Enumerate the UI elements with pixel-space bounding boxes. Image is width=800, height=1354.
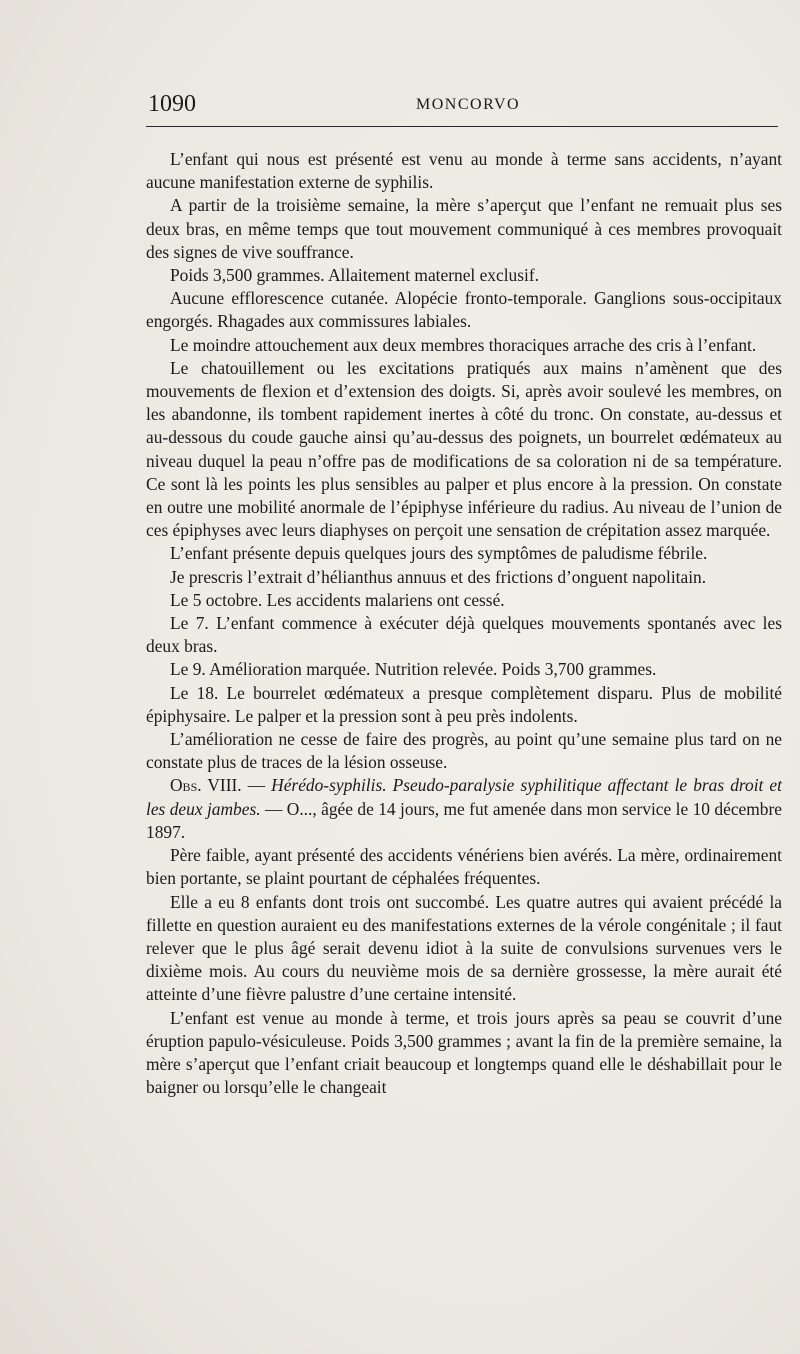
paragraph: L’enfant est venue au monde à terme, et trois jours après sa peau se couvrit d’une éruption papulo-vésiculeuse. Poids 3,500 grammes ; avant la fin de la première semaine, la mère s’aperçut que l’enfant criait beaucoup et longtemps quand elle le déshabillait pour le baigner ou lorsqu’elle le changeait: [146, 1007, 782, 1098]
observation-heading: [146, 774, 782, 844]
running-title: MONCORVO: [416, 96, 521, 113]
paragraph: Le 7. L’enfant commence à exécuter déjà quelques mouvements spontanés avec les deux bras.: [146, 613, 782, 657]
paragraph: Le moindre attouchement aux deux membres thoraciques arrache des cris à l’enfant.: [170, 334, 757, 355]
paragraph: Elle a eu 8 enfants dont trois ont succombé. Les quatre autres qui avaient précédé la fillette en question auraient eu des manifestations externes de la vérole congénitale ; il faut relever que le plus âgé serait devenu idiot à la suite de convulsions survenues vers le dixième mois. Au cours du neuvième mois de sa dernière grossesse, la mère aurait été atteinte d’une fièvre palustre d’une certaine intensité.: [146, 891, 782, 1005]
paragraph: A partir de la troisième semaine, la mère s’aperçut que l’enfant ne remuait plus ses deux bras, en même temps que tout mouvement communiqué à ces membres provoquait des signes de vive souffrance.: [146, 195, 782, 262]
observation-label: Obs. VIII.: [170, 775, 242, 796]
paragraph: Aucune efflorescence cutanée. Alopécie fronto-temporale. Ganglions sous-occipitaux engorgés. Rhagades aux commissures labiales.: [146, 288, 782, 332]
paragraph: Le 18. Le bourrelet œdémateux a presque complètement disparu. Plus de mobilité épiphysaire. Le palper et la pression sont à peu près indolents.: [146, 682, 782, 726]
observation-dash: —: [241, 775, 272, 796]
paragraph: L’amélioration ne cesse de faire des progrès, au point qu’une semaine plus tard on ne constate plus de traces de la lésion osseuse.: [146, 729, 782, 773]
page-number: 1090: [148, 91, 196, 117]
body-text: [146, 148, 782, 1099]
observation-text: — O..., âgée de 14 jours, me fut amenée dans mon service le 10 décembre 1897.: [146, 798, 782, 842]
running-head: [148, 90, 778, 118]
paragraph: Je prescris l’extrait d’hélianthus annuus et des frictions d’onguent napolitain.: [170, 566, 707, 587]
observation-title: Hérédo-syphilis. Pseudo-paralysie syphilitique affectant le bras droit et les deux jambes.: [146, 775, 782, 819]
paragraph: Poids 3,500 grammes. Allaitement maternel exclusif.: [170, 265, 539, 286]
paragraph: L’enfant qui nous est présenté est venu au monde à terme sans accidents, n’ayant aucune manifestation externe de syphilis.: [146, 149, 782, 193]
paragraph: L’enfant présente depuis quelques jours des symptômes de paludisme fébrile.: [170, 543, 708, 564]
paragraph: Le 9. Amélioration marquée. Nutrition relevée. Poids 3,700 grammes.: [170, 659, 657, 680]
paragraph: Le chatouillement ou les excitations pratiqués aux mains n’amènent que des mouvements de flexion et d’extension des doigts. Si, après avoir soulevé les membres, on les abandonne, ils tombent rapidement inertes à côté du tronc. On constate, au-dessus et au-dessous du coude gauche ainsi qu’au-dessus des poignets, un bourrelet œdémateux au niveau duquel la peau n’offre pas de modifications de sa coloration ni de sa température. Ce sont là les points les plus sensibles au palper et plus encore à la pression. On constate en outre une mobilité anormale de l’épiphyse inférieure du radius. Au niveau de l’union de ces épiphyses avec leurs diaphyses on perçoit une sensation de crépitation assez marquée.: [146, 357, 782, 541]
paragraph: Père faible, ayant présenté des accidents vénériens bien avérés. La mère, ordinairement bien portante, se plaint pourtant de céphalées fréquentes.: [146, 845, 782, 889]
paragraph: Le 5 octobre. Les accidents malariens ont cessé.: [170, 589, 505, 610]
header-rule: [146, 126, 778, 127]
